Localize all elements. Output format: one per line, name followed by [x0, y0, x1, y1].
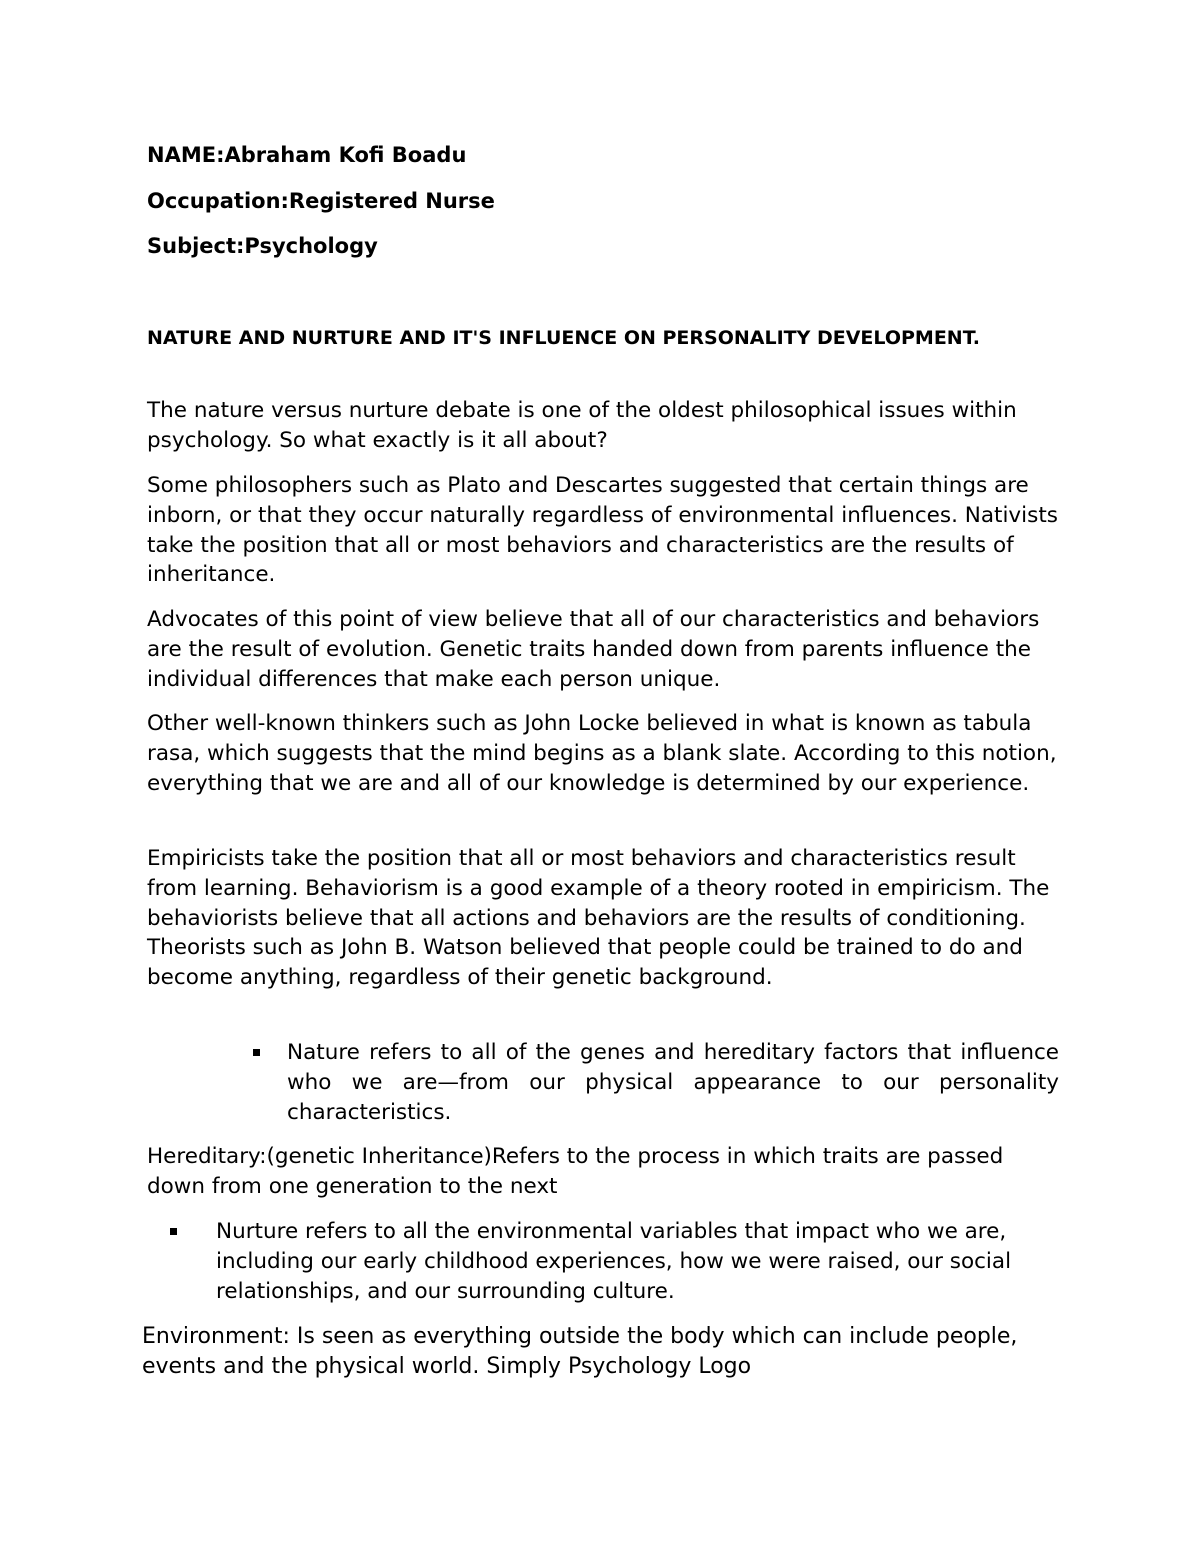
document-subject: Subject:Psychology: [147, 234, 378, 258]
paragraph-environment: Environment: Is seen as everything outside the body which can include people, events and the physical world. Simply Psychology Logo: [142, 1324, 1018, 1379]
square-bullet-icon: [253, 1049, 260, 1056]
square-bullet-icon: [170, 1228, 177, 1235]
bullet-item-nurture-text: Nurture refers to all the environmental variables that impact who we are, including our early childhood experiences, how we were raised, our social relationships, and our surrounding culture.: [216, 1219, 1012, 1304]
paragraph-evolution: Advocates of this point of view believe that all of our characteristics and behaviors are the result of evolution. Genetic traits handed down from parents influence the individual differences that make each person unique.: [147, 607, 1040, 692]
bullet-item-nurture: [216, 1217, 1046, 1306]
bullet-item-nature-text: Nature refers to all of the genes and hereditary factors that influence who we are—from our physical appearance to our personality characteristics.: [287, 1040, 1059, 1125]
paragraph-hereditary: Hereditary:(genetic Inheritance)Refers to the process in which traits are passed down from one generation to the next: [147, 1144, 1004, 1199]
paragraph-intro: The nature versus nurture debate is one of the oldest philosophical issues within psychology. So what exactly is it all about?: [147, 398, 1017, 453]
author-name: NAME:Abraham Kofi Boadu: [147, 143, 467, 167]
document-title: NATURE AND NURTURE AND IT'S INFLUENCE ON PERSONALITY DEVELOPMENT.: [147, 327, 980, 349]
bullet-item-nature: [287, 1038, 1059, 1127]
author-occupation: Occupation:Registered Nurse: [147, 189, 495, 213]
paragraph-nativists: Some philosophers such as Plato and Descartes suggested that certain things are inborn, or that they occur naturally regardless of environmental influences. Nativists take the position that all or most behaviors and characteristics are the results of inheritance.: [147, 473, 1058, 588]
paragraph-tabula-rasa: Other well-known thinkers such as John Locke believed in what is known as tabula rasa, which suggests that the mind begins as a blank slate. According to this notion, everything that we are and all of our knowledge is determined by our experience.: [147, 711, 1057, 796]
paragraph-empiricists: Empiricists take the position that all or most behaviors and characteristics result from learning. Behaviorism is a good example of a theory rooted in empiricism. The behaviorists believe that all actions and behaviors are the results of conditioning. Theorists such as John B. Watson believed that people could be trained to do and become anything, regardless of their genetic background.: [147, 846, 1050, 991]
